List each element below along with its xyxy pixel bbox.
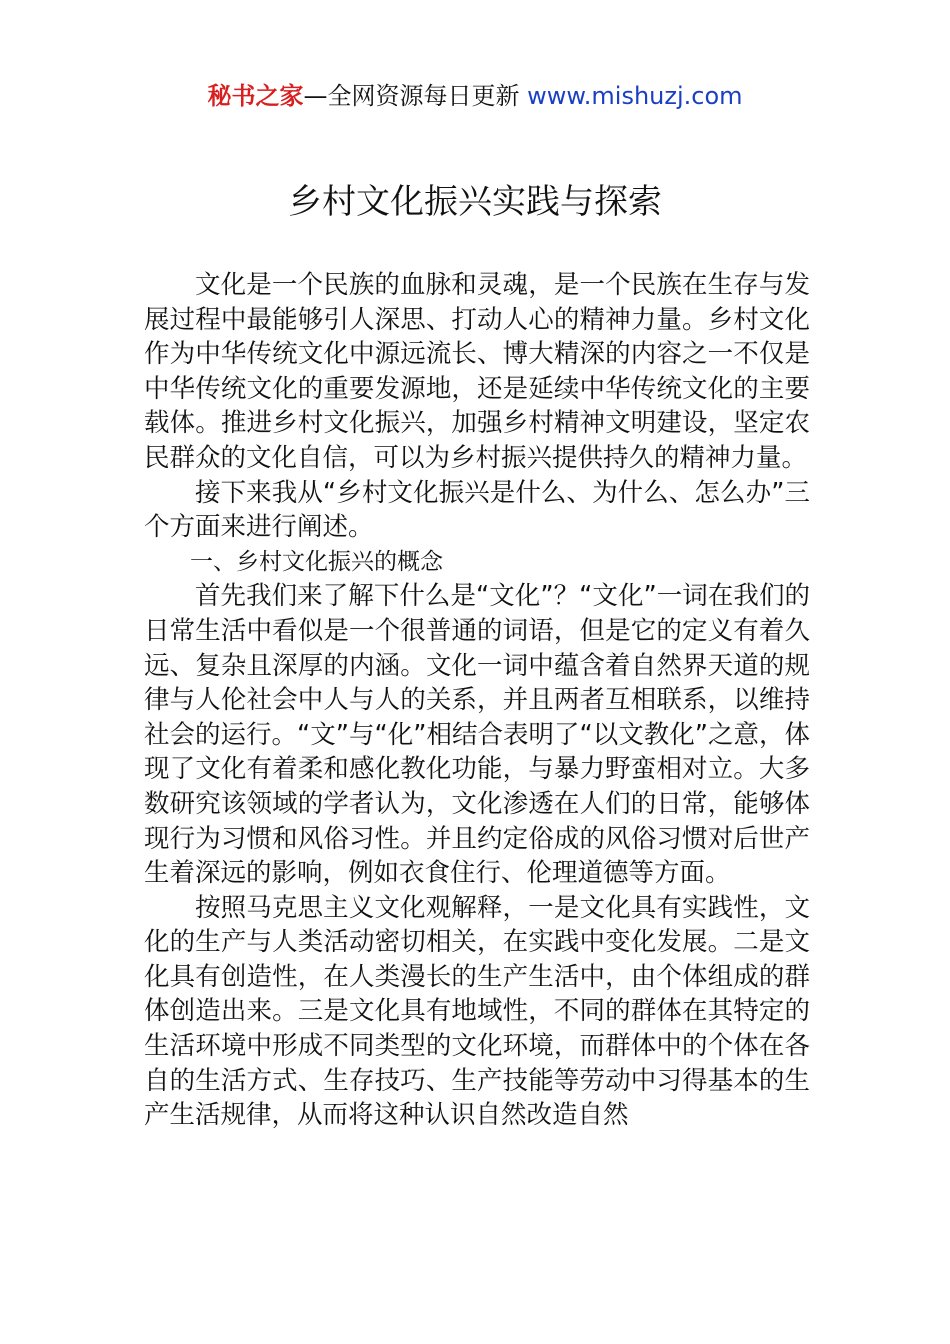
site-header xyxy=(0,80,950,112)
site-url-link[interactable]: www.mishuzj.com xyxy=(527,82,743,110)
document-title: 乡村文化振兴实践与探索 xyxy=(288,182,662,222)
paragraph-outline: 接下来我从“乡村文化振兴是什么、为什么、怎么办”三个方面来进行阐述。 xyxy=(144,477,810,543)
paragraph-intro: 文化是一个民族的血脉和灵魂，是一个民族在生存与发展过程中最能够引人深思、打动人心的精神力量。乡村文化作为中华传统文化中源远流长、博大精深的内容之一不仅是中华传统文化的重要发源地，还是延续中华传统文化的主要载体。推进乡村文化振兴，加强乡村精神文明建设，坚定农民群众的文化自信，可以为乡村振兴提供持久的精神力量。 xyxy=(144,270,810,473)
site-brand: 秘书之家 xyxy=(207,82,304,110)
paragraph-culture-definition: 首先我们来了解下什么是“文化”？“文化”一词在我们的日常生活中看似是一个很普通的词语，但是它的定义有着久远、复杂且深厚的内涵。文化一词中蕴含着自然界天道的规律与人伦社会中人与人的关系，并且两者互相联系，以维持社会的运行。“文”与“化”相结合表明了“以文教化”之意，体现了文化有着柔和感化教化功能，与暴力野蛮相对立。大多数研究该领域的学者认为，文化渗透在人们的日常，能够体现行为习惯和风俗习性。并且约定俗成的风俗习惯对后世产生着深远的影响，例如衣食住行、伦理道德等方面。 xyxy=(144,581,810,889)
document-body xyxy=(144,268,810,1133)
paragraph-marxist-view: 按照马克思主义文化观解释，一是文化具有实践性，文化的生产与人类活动密切相关，在实践中变化发展。二是文化具有创造性，在人类漫长的生产生活中，由个体组成的群体创造出来。三是文化具有地域性，不同的群体在其特定的生活环境中形成不同类型的文化环境，而群体中的个体在各自的生活方式、生存技巧、生产技能等劳动中习得基本的生产生活规律，从而将这种认识自然改造自然 xyxy=(144,892,810,1131)
site-tagline: —全网资源每日更新 xyxy=(303,82,528,110)
section-heading: 一、乡村文化振兴的概念 xyxy=(190,548,443,575)
